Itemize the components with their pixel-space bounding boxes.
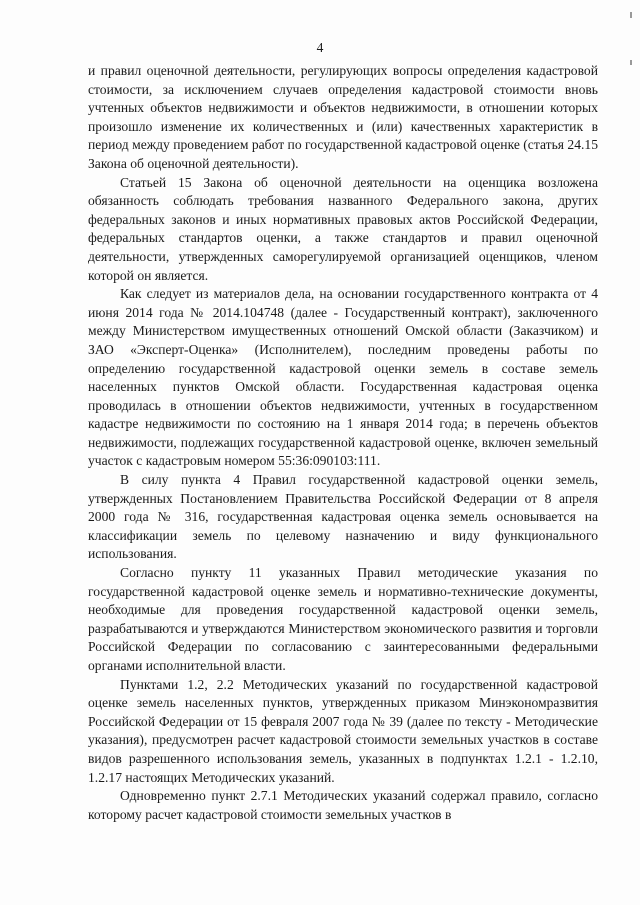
- document-body: [88, 62, 598, 824]
- paragraph: Как следует из материалов дела, на основании государственного контракта от 4 июня 2014 года № 2014.104748 (далее - Государственный контракт), заключенного между Министерством имущественных отношений Омской области (Заказчиком) и ЗАО «Эксперт-Оценка» (Исполнителем), последним проведены работы по определению государственной кадастровой оценки земель в составе земель населенных пунктов Омской области. Государственная кадастровая оценка проводилась в отношении объектов недвижимости, учтенных в государственном кадастре недвижимости по состоянию на 1 января 2014 года; в перечень объектов недвижимости, подлежащих государственной кадастровой оценке, включен земельный участок с кадастровым номером 55:36:090103:111.: [88, 286, 598, 469]
- paragraph: В силу пункта 4 Правил государственной кадастровой оценки земель, утвержденных Постановлением Правительства Российской Федерации от 8 апреля 2000 года № 316, государственная кадастровая оценка земель основывается на классификации земель по целевому назначению и виду функционального использования.: [88, 472, 598, 562]
- scan-edge-mark: [630, 60, 632, 65]
- paragraph: Согласно пункту 11 указанных Правил методические указания по государственной кадастровой оценке земель и нормативно-технические документы, необходимые для проведения государственной кадастровой оценки земель, разрабатываются и утверждаются Министерством экономического развития и торговли Российской Федерации по согласованию с заинтересованными федеральными органами исполнительной власти.: [88, 565, 598, 673]
- scan-edge-mark: [630, 12, 632, 18]
- page-number: 4: [316, 40, 324, 55]
- paragraph: и правил оценочной деятельности, регулирующих вопросы определения кадастровой стоимости, за исключением случаев определения кадастровой стоимости вновь учтенных объектов недвижимости и объектов недвижимости, в отношении которых произошло изменение их количественных и (или) качественных характеристик в период между проведением работ по государственной кадастровой оценке (статья 24.15 Закона об оценочной деятельности).: [88, 63, 599, 171]
- paragraph: Пунктами 1.2, 2.2 Методических указаний по государственной кадастровой оценке земель населенных пунктов, утвержденных приказом Минэкономразвития Российской Федерации от 15 февраля 2007 года № 39 (далее по тексту - Методические указания), предусмотрен расчет кадастровой стоимости земельных участков в составе видов разрешенного использования земель, указанных в подпунктах 1.2.1 - 1.2.10, 1.2.17 настоящих Методических указаний.: [88, 676, 598, 785]
- paragraph: Статьей 15 Закона об оценочной деятельности на оценщика возложена обязанность соблюдать требования названного Федерального закона, других федеральных законов и иных нормативных правовых актов Российской Федерации, федеральных стандартов оценки, а также стандартов и правил оценочной деятельности, утвержденных саморегулируемой организацией оценщиков, членом которой он является.: [88, 174, 598, 283]
- paragraph: Одновременно пункт 2.7.1 Методических указаний содержал правило, согласно которому расчет кадастровой стоимости земельных участков в: [88, 788, 598, 822]
